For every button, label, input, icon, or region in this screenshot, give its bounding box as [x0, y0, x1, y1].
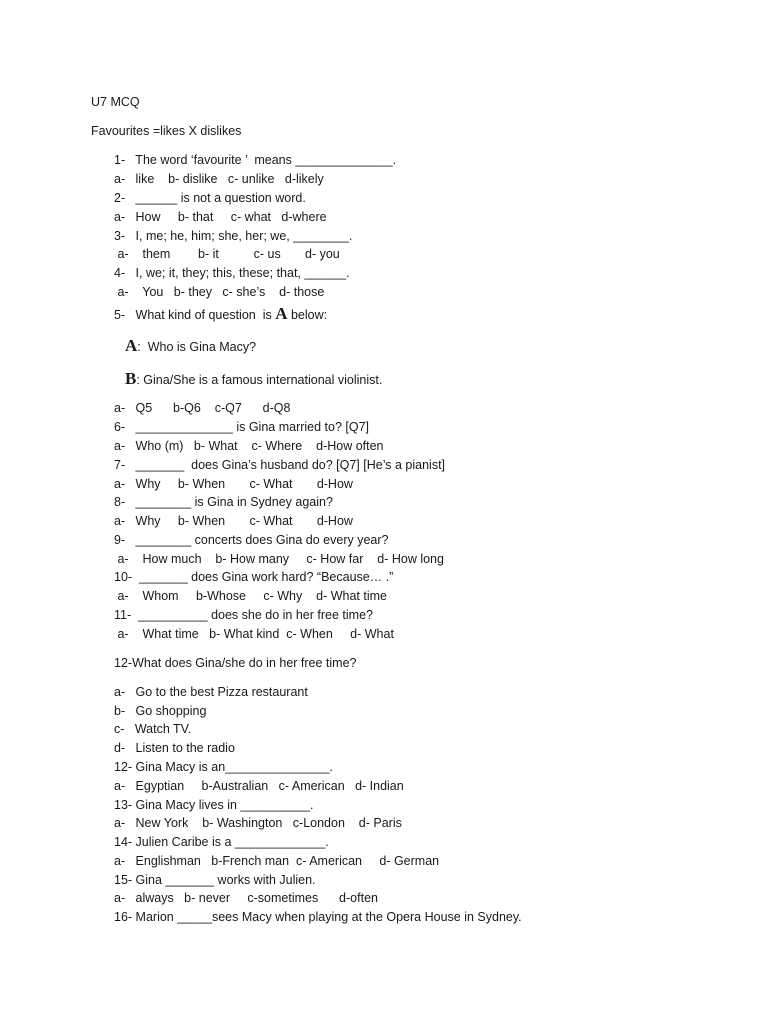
question-4: 4- I, we; it, they; this, these; that, ______. [114, 266, 350, 280]
question-15: 15- Gina _______ works with Julien. [114, 873, 316, 887]
question-12b: 12- Gina Macy is an_______________. [114, 760, 333, 774]
answer-choices-13: a- New York b- Washington c-London d- Paris [114, 816, 402, 830]
question-9: 9- ________ concerts does Gina do every year? [114, 533, 389, 547]
answer-option-c: c- Watch TV. [114, 722, 192, 736]
answer-choices-8: a- Why b- When c- What d-How [114, 514, 353, 528]
dialog-b-text: : Gina/She is a famous international violinist. [136, 373, 383, 387]
question-5-letter-a: A [275, 304, 288, 323]
question-16: 16- Marion _____sees Macy when playing at the Opera House in Sydney. [114, 910, 522, 924]
answer-choices-15: a- always b- never c-sometimes d-often [114, 891, 378, 905]
dialog-a-text: : Who is Gina Macy? [137, 340, 257, 354]
question-10: 10- _______ does Gina work hard? “Because… .” [114, 570, 394, 584]
question-6: 6- ______________ is Gina married to? [Q7] [114, 420, 370, 434]
answer-choices-12b: a- Egyptian b-Australian c- American d- Indian [114, 779, 404, 793]
question-5-suffix: below: [287, 308, 328, 322]
dialog-b-letter: B [125, 369, 137, 388]
question-13: 13- Gina Macy lives in __________. [114, 798, 314, 812]
question-5 [114, 306, 327, 323]
question-5-text: 5- What kind of question is [114, 308, 272, 322]
dialog-a-letter: A [125, 336, 138, 355]
answer-choices-3: a- them b- it c- us d- you [114, 247, 340, 261]
question-14: 14- Julien Caribe is a _____________. [114, 835, 329, 849]
worksheet-subtitle: Favourites =likes X dislikes [91, 124, 242, 138]
question-7: 7- _______ does Gina’s husband do? [Q7] [He’s a pianist] [114, 458, 446, 472]
answer-choices-10: a- Whom b-Whose c- Why d- What time [114, 589, 387, 603]
answer-choices-14: a- Englishman b-French man c- American d- German [114, 854, 440, 868]
question-11: 11- __________ does she do in her free time? [114, 608, 373, 622]
answer-choices-2: a- How b- that c- what d-where [114, 210, 327, 224]
answer-choices-1: a- like b- dislike c- unlike d-likely [114, 172, 324, 186]
question-8: 8- ________ is Gina in Sydney again? [114, 495, 333, 509]
question-1: 1- The word ‘favourite ’ means ______________. [114, 153, 397, 167]
question-2: 2- ______ is not a question word. [114, 191, 306, 205]
answer-option-b: b- Go shopping [114, 704, 207, 718]
answer-choices-5: a- Q5 b-Q6 c-Q7 d-Q8 [114, 401, 291, 415]
dialog-line-a [125, 338, 256, 355]
dialog-line-b [125, 371, 382, 388]
answer-choices-4: a- You b- they c- she’s d- those [114, 285, 325, 299]
answer-option-d: d- Listen to the radio [114, 741, 235, 755]
answer-choices-9: a- How much b- How many c- How far d- How long [114, 552, 444, 566]
answer-choices-6: a- Who (m) b- What c- Where d-How often [114, 439, 384, 453]
answer-choices-11: a- What time b- What kind c- When d- What [114, 627, 394, 641]
worksheet-title: U7 MCQ [91, 95, 140, 109]
answer-option-a: a- Go to the best Pizza restaurant [114, 685, 308, 699]
question-3: 3- I, me; he, him; she, her; we, ________. [114, 229, 353, 243]
answer-choices-7: a- Why b- When c- What d-How [114, 477, 353, 491]
question-12a: 12-What does Gina/she do in her free time? [114, 656, 357, 670]
